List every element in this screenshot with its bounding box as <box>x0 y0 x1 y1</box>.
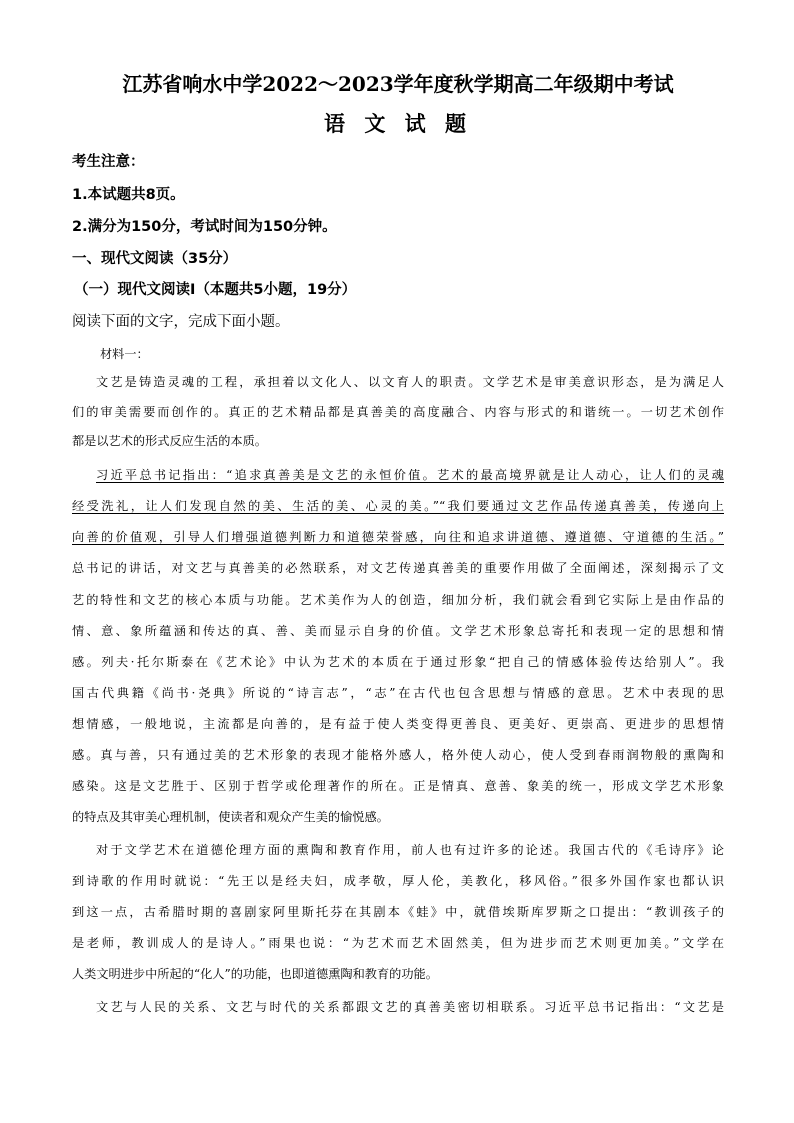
notice-item-1: 1.本试题共8页。 <box>72 187 185 203</box>
section-heading-part1-1: （一）现代文阅读Ⅰ（本题共5小题，19分） <box>74 282 357 298</box>
paragraph-line: 感。列夫·托尔斯泰在《艺术论》中认为艺术的本质在于通过形象“把自己的情感体验传达给别人”。我 <box>72 655 724 669</box>
paragraph-line: 人类文明进步中所起的“化人”的功能，也即道德熏陶和教育的功能。 <box>72 967 438 981</box>
paragraph-line: 情、意、象所蕴涵和传达的真、善、美而显示自身的价值。文学艺术形象总寄托和表现一定的思想和情 <box>72 624 724 638</box>
paragraph-line: 艺的特性和文艺的核心本质与功能。艺术美作为人的创造，细加分析，我们就会看到它实际上是由作品的 <box>72 593 724 607</box>
paragraph-line: 们的审美需要而创作的。真正的艺术精品都是真善美的高度融合、内容与形式的和谐统一。一切艺术创作 <box>72 405 724 419</box>
paragraph-line: 感。真与善，只有通过美的艺术形象的表现才能格外感人，格外使人动心，使人受到春雨润物般的熏陶和 <box>72 748 724 762</box>
paragraph-line: 总书记的讲话，对文艺与真善美的必然联系，对文艺传递真善美的重要作用做了全面阐述，深刻揭示了文 <box>72 561 724 575</box>
paragraph-line: 文艺是铸造灵魂的工程，承担着以文化人、以文育人的职责。文学艺术是审美意识形态，是为满足人 <box>96 375 724 389</box>
material-label: 材料一： <box>100 347 149 361</box>
paragraph-line: 是老师，教训成人的是诗人。”雨果也说：“为艺术而艺术固然美，但为进步而艺术则更加美。”文学在 <box>72 936 724 950</box>
paragraph-line: 文艺与人民的关系、文艺与时代的关系都跟文艺的真善美密切相联系。习近平总书记指出：“文艺是 <box>96 1000 724 1014</box>
paragraph-line: 想情感，一般地说，主流都是向善的，是有益于使人类变得更善良、更美好、更崇高、更进步的思想情 <box>72 717 724 731</box>
paragraph-line: 都是以艺术的形式反应生活的本质。 <box>72 434 267 448</box>
reading-instruction: 阅读下面的文字，完成下面小题。 <box>72 314 290 330</box>
quote-line: 习近平总书记指出：“追求真善美是文艺的永恒价值。艺术的最高境界就是让人动心，让人们的灵魂 <box>96 468 724 482</box>
paragraph-line: 的特点及其审美心理机制，使读者和观众产生美的愉悦感。 <box>72 810 389 824</box>
quote-line: 经受洗礼，让人们发现自然的美、生活的美、心灵的美。”“我们要通过文艺作品传递真善美，传递向上 <box>72 499 724 513</box>
paragraph-line: 国古代典籍《尚书·尧典》所说的“诗言志”，“志”在古代也包含思想与情感的意思。艺术中表现的思 <box>72 686 724 700</box>
exam-title: 江苏省响水中学2022～2023学年度秋学期高二年级期中考试 <box>122 72 674 96</box>
paragraph-line: 到这一点，古希腊时期的喜剧家阿里斯托芬在其剧本《蛙》中，就借埃斯库罗斯之口提出：“教训孩子的 <box>72 905 724 919</box>
exam-subtitle: 语 文 试 题 <box>324 111 472 136</box>
notice-heading: 考生注意： <box>72 154 145 170</box>
quote-line: 向善的价值观，引导人们增强道德判断力和道德荣誉感，向往和追求讲道德、遵道德、守道德的生活。” <box>72 530 724 544</box>
paragraph-line: 到诗歌的作用时就说：“先王以是经夫妇，成孝敬，厚人伦，美教化，移风俗。”很多外国作家也都认识 <box>72 874 724 888</box>
paragraph-line: 感染。这是文艺胜于、区别于哲学或伦理著作的所在。正是情真、意善、象美的统一，形成文学艺术形象 <box>72 779 724 793</box>
notice-item-2: 2.满分为150分，考试时间为150分钟。 <box>72 219 337 235</box>
section-heading-part1: 一、现代文阅读（35分） <box>72 251 238 267</box>
paragraph-line: 对于文学艺术在道德伦理方面的熏陶和教育作用，前人也有过许多的论述。我国古代的《毛诗序》论 <box>96 843 724 857</box>
